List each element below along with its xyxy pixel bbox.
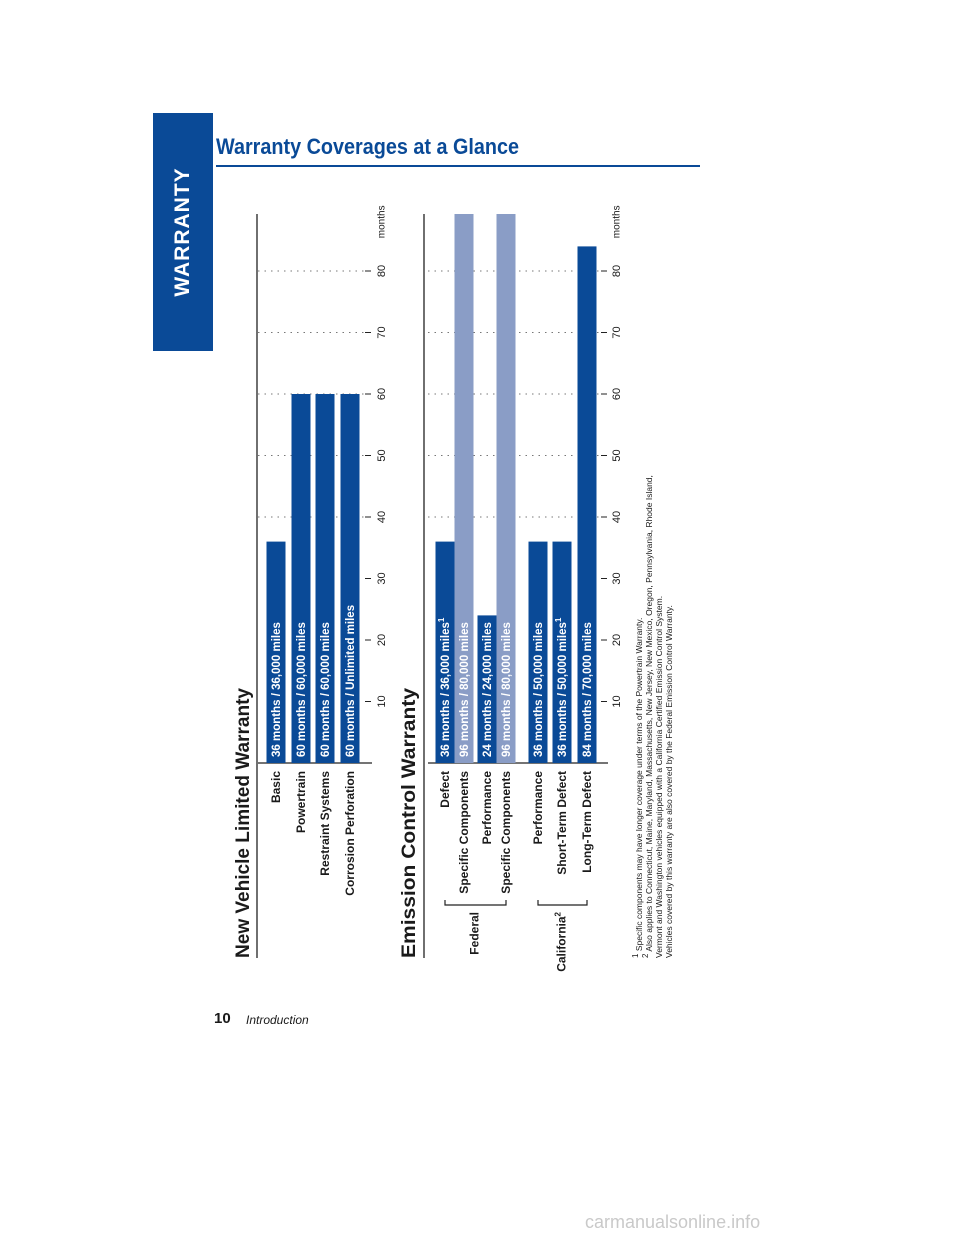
bar-label: 60 months / 60,000 miles: [296, 622, 309, 757]
tick-label: 10: [375, 695, 388, 708]
tick-label: 80: [375, 264, 388, 278]
category-label: Performance: [480, 771, 495, 845]
tick-label: 60: [610, 387, 623, 401]
page-number: 10: [214, 1010, 231, 1027]
tick-label: 50: [375, 449, 388, 462]
footnote: [654, 596, 664, 958]
bar-label: 60 months / 60,000 miles: [320, 622, 333, 757]
tick-label: 40: [610, 510, 623, 524]
chart-title: New Vehicle Limited Warranty: [233, 688, 255, 958]
bar-label: 24 months / 24,000 miles: [482, 622, 495, 757]
category-label: Specific Components: [457, 771, 472, 894]
category-label: Restraint Systems: [318, 771, 333, 876]
axis-unit-label: months: [376, 205, 388, 239]
bar-label: 36 months / 36,000 miles$^1$: [436, 617, 453, 757]
footnote-text: Vehicles covered by this warranty are also covered by the Federal Emission Control Warranty.: [664, 605, 675, 958]
group-label: California$^2$: [553, 912, 569, 972]
tick-label: 40: [375, 510, 388, 524]
bar-label: 36 months / 50,000 miles$^1$: [553, 617, 570, 757]
tick-label: 20: [375, 633, 388, 647]
tick-label: 20: [610, 633, 623, 647]
section-name: Introduction: [246, 1013, 309, 1027]
watermark: carmanualsonline.info: [585, 1212, 761, 1232]
bar-label: 96 months / 80,000 miles: [459, 622, 472, 757]
axis-unit-label: months: [611, 205, 623, 239]
category-label: Powertrain: [294, 771, 309, 834]
footnote: [664, 605, 674, 958]
group-bracket: [445, 900, 506, 905]
tick-label: 30: [375, 572, 388, 585]
group-bracket: [538, 900, 587, 905]
tick-label: 50: [610, 449, 623, 462]
footnote: [631, 618, 645, 958]
category-label: Short-Term Defect: [555, 771, 570, 875]
tick-label: 60: [375, 387, 388, 401]
category-label: Specific Components: [499, 771, 514, 894]
bar-label: 36 months / 50,000 miles: [533, 622, 546, 757]
category-label: Basic: [269, 771, 284, 804]
bar-label: 36 months / 36,000 miles: [271, 622, 284, 757]
tick-label: 80: [610, 264, 623, 278]
group-label: Federal: [467, 912, 482, 955]
superscript: 2: [640, 953, 650, 958]
bar-label: 84 months / 70,000 miles: [582, 622, 595, 757]
category-label: Long-Term Defect: [580, 771, 595, 873]
bar-label: 60 months / Unlimited miles: [345, 604, 358, 757]
footnote-text: Vermont and Washington vehicles equipped with a California Certified Emission Control System.: [654, 595, 665, 958]
bar-label: 96 months / 80,000 miles: [501, 622, 514, 757]
chart-title: Emission Control Warranty: [399, 713, 421, 958]
page-title: Warranty Coverages at a Glance: [216, 134, 520, 159]
footnote-text: Specific components may have longer coverage under terms of the Powertrain Warranty.: [634, 617, 645, 954]
tick-label: 30: [610, 572, 623, 585]
footnote-text: Also applies to Connecticut, Maine, Maryland, Massachusetts, New Jersey, New Mexico, Oregon, Pennsylvania, Rhode Island,: [644, 475, 655, 954]
category-label: Performance: [531, 771, 546, 845]
superscript: 1: [553, 617, 563, 623]
tick-label: 70: [375, 326, 388, 339]
superscript: 1: [436, 617, 446, 623]
side-tab-label: WARRANTY: [171, 167, 194, 297]
tick-label: 10: [610, 695, 623, 708]
category-label: Corrosion Perforation: [343, 771, 358, 896]
tick-label: 70: [610, 326, 623, 339]
superscript: 2: [553, 912, 563, 917]
category-label: Defect: [438, 771, 453, 808]
superscript: 1: [630, 953, 640, 958]
